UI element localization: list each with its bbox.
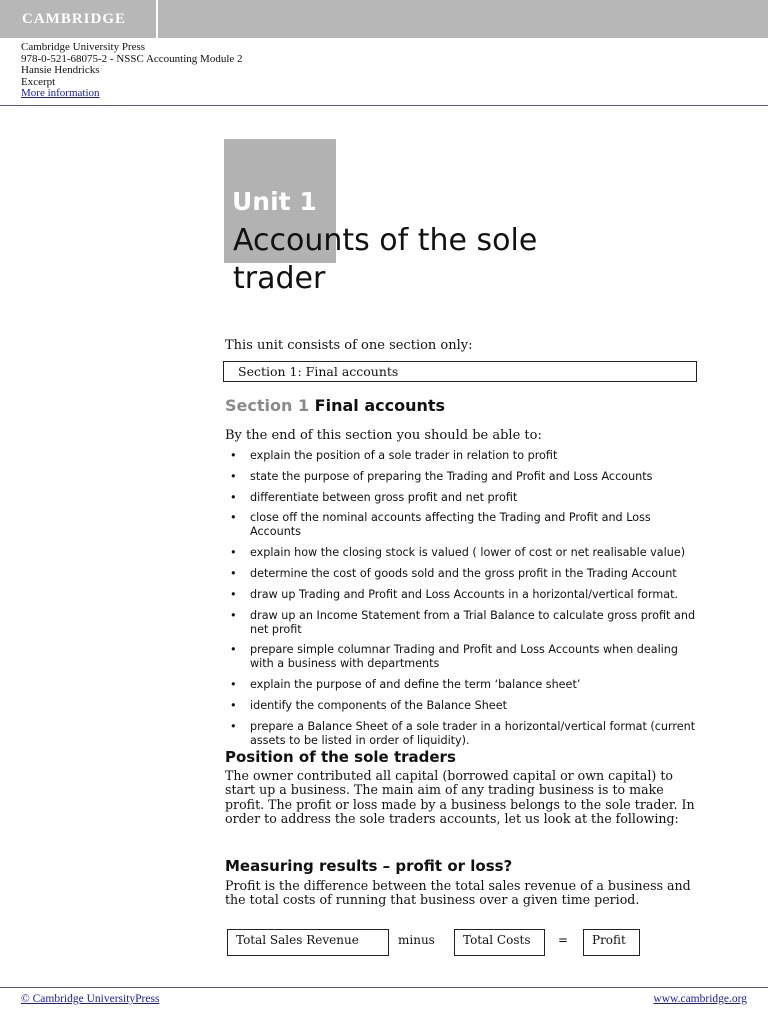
footer-copyright-link[interactable]: © Cambridge UniversityPress xyxy=(21,993,160,1005)
unit-title-line-1: Accounts of the sole xyxy=(233,223,538,258)
unit-title-line-2: trader xyxy=(233,261,326,296)
position-heading: Position of the sole traders xyxy=(225,748,456,766)
formula-costs-box: Total Costs xyxy=(454,929,545,956)
list-item: • explain the position of a sole trader in relation to profit xyxy=(230,449,558,462)
bullet-icon: • xyxy=(230,566,237,580)
header-rule xyxy=(0,105,768,106)
section-heading xyxy=(225,396,445,415)
list-item: • draw up Trading and Profit and Loss Accounts in a horizontal/vertical format. xyxy=(230,587,679,601)
list-item: • state the purpose of preparing the Trading and Profit and Loss Accounts xyxy=(230,469,653,483)
list-item: • explain how the closing stock is valued ( lower of cost or net realisable value) xyxy=(230,546,686,560)
list-item: • prepare a Balance Sheet of a sole trader in a horizontal/vertical format (current assets to be listed in order of liquidity). xyxy=(230,719,696,747)
bullet-icon: • xyxy=(230,643,237,657)
list-item: • prepare simple columnar Trading and Profit and Loss Accounts when dealing with a business with departments xyxy=(230,643,678,671)
bullet-icon: • xyxy=(230,608,237,622)
meta-excerpt: Excerpt xyxy=(21,75,56,88)
unit-title xyxy=(233,222,653,298)
section-number: Section 1 xyxy=(225,396,310,415)
bullet-icon: • xyxy=(230,449,237,462)
section-title: Final accounts xyxy=(314,396,446,415)
footer-rule xyxy=(0,987,768,988)
list-item: • determine the cost of goods sold and the gross profit in the Trading Account xyxy=(230,566,677,580)
header-bar xyxy=(0,0,768,38)
footer-website-link[interactable]: www.cambridge.org xyxy=(653,993,747,1005)
list-item: • differentiate between gross profit and net profit xyxy=(230,490,518,504)
list-item: • draw up an Income Statement from a Trial Balance to calculate gross profit and net profit xyxy=(230,608,696,636)
bullet-icon: • xyxy=(230,469,237,483)
bullet-icon: • xyxy=(230,546,237,560)
formula-profit-box: Profit xyxy=(583,929,640,956)
formula-revenue-box: Total Sales Revenue xyxy=(227,929,389,956)
unit-label: Unit 1 xyxy=(232,187,317,216)
more-information-link[interactable]: More information xyxy=(21,87,100,100)
meta-publisher: Cambridge University Press xyxy=(21,41,146,53)
bullet-icon: • xyxy=(230,490,237,504)
list-item: • close off the nominal accounts affecting the Trading and Profit and Loss Accounts xyxy=(230,511,651,539)
bullet-icon: • xyxy=(230,511,237,525)
book-meta xyxy=(21,42,243,100)
meta-isbn-title: 978-0-521-68075-2 - NSSC Accounting Module 2 xyxy=(21,52,243,65)
meta-author: Hansie Hendricks xyxy=(21,64,100,77)
formula-minus: minus xyxy=(398,933,435,947)
bullet-icon: • xyxy=(230,698,237,712)
measuring-heading: Measuring results – profit or loss? xyxy=(225,857,513,875)
measuring-text: Profit is the difference between the total sales revenue of a business and the total costs of running that business over a given time period. xyxy=(225,878,691,908)
publisher-logo[interactable]: CAMBRIDGE xyxy=(22,10,127,27)
objectives-list xyxy=(230,449,700,755)
bullet-icon: • xyxy=(230,678,237,692)
header-divider xyxy=(156,0,158,38)
intro-text: This unit consists of one section only: xyxy=(225,338,473,353)
bullet-icon: • xyxy=(230,719,237,733)
section-summary-box: Section 1: Final accounts xyxy=(223,361,697,382)
list-item: • identify the components of the Balance Sheet xyxy=(230,698,507,712)
position-text: The owner contributed all capital (borrowed capital or own capital) to start up a business. The main aim of any trading business is to make profit. The profit or loss made by a business belongs to the sole trader. In order to address the sole traders accounts, let us look at the following: xyxy=(225,768,695,827)
objectives-intro: By the end of this section you should be able to: xyxy=(225,428,542,443)
formula-equals: = xyxy=(558,933,569,947)
list-item: • explain the purpose of and define the term ‘balance sheet’ xyxy=(230,678,581,692)
bullet-icon: • xyxy=(230,587,237,601)
